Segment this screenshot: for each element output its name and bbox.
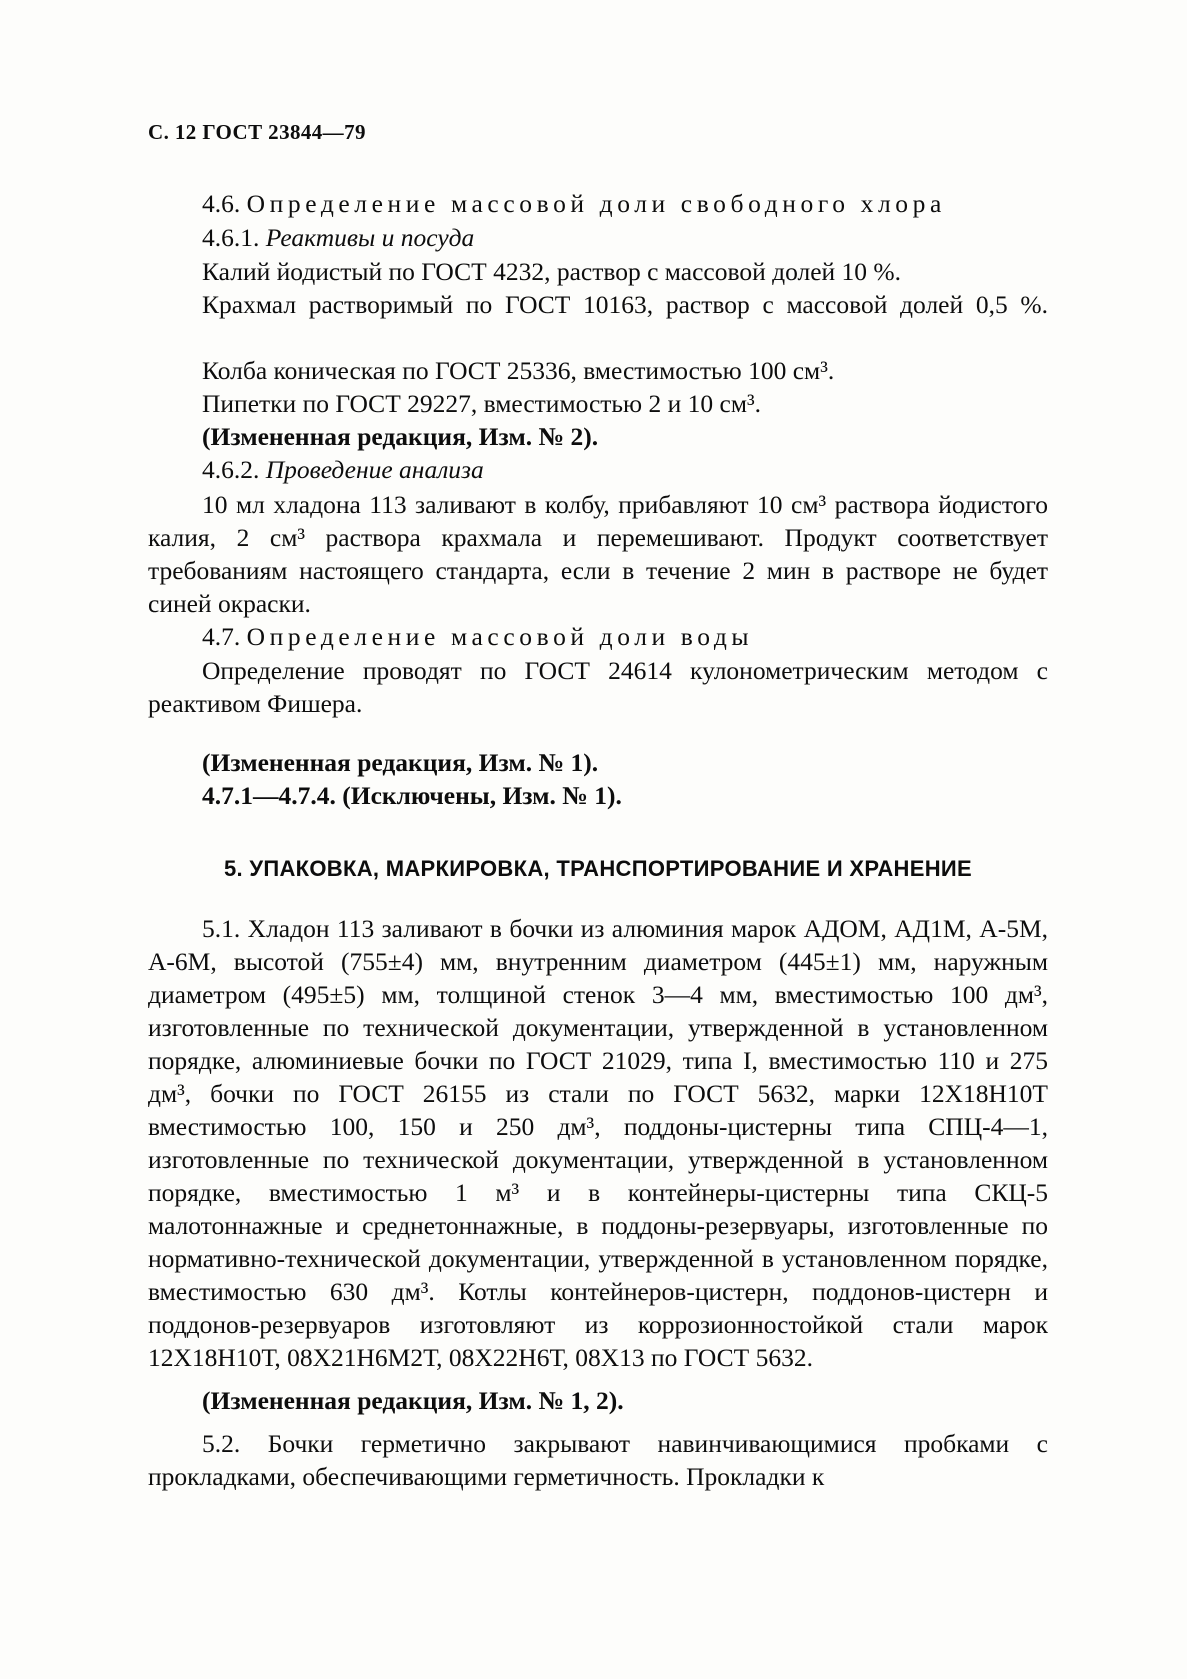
heading-4-6-2-number: 4.6.2.	[202, 455, 260, 485]
spacer	[148, 720, 1048, 746]
spacer-2	[148, 1374, 1048, 1384]
page-content	[148, 120, 1048, 1493]
heading-4-6-text: Определение массовой доли свободного хлора	[246, 189, 946, 218]
page-header: С. 12 ГОСТ 23844—79	[148, 120, 366, 144]
heading-4-7-number: 4.7.	[202, 621, 241, 651]
paragraph-pipetki: Пипетки по ГОСТ 29227, вместимостью 2 и 10 см³.	[202, 389, 761, 419]
paragraph-revision-2: (Измененная редакция, Изм. № 2).	[202, 422, 599, 452]
paragraph-revision-1: (Измененная редакция, Изм. № 1).	[202, 747, 599, 777]
paragraph-5-1: 5.1. Хладон 113 заливают в бочки из алюминия марок АДОМ, АД1М, А-5М, А-6М, высотой (755±4) мм, внутренним диаметром (445±1) мм, наружным диаметром (495±5) мм, толщиной стенок 3—4 мм, вместимостью 100 дм³, изготовленные по технической документации, утвержденной в установленном порядке, алюминиевые бочки по ГОСТ 21029, типа I, вместимостью 110 и 275 дм³, бочки по ГОСТ 26155 из стали по ГОСТ 5632, марки 12Х18Н10Т вместимостью 100, 150 и 250 дм³, поддоны-цистерны типа СПЦ-4—1, изготовленные по технической документации, утвержденной в установленном порядке, вместимостью 1 м³ и в контейнеры-цистерны типа СКЦ-5 малотоннажные и среднетоннажные, в поддоны-резервуары, изготовленные по нормативно-технической документации, утвержденной в установленном порядке, вместимостью 630 дм³. Котлы контейнеров-цистерн, поддонов-цистерн и поддонов-резервуаров изготовляют из коррозионностойкой стали марок 12Х18Н10Т, 08Х21Н6М2Т, 08Х22Н6Т, 08Х13 по ГОСТ 5632.	[148, 913, 1048, 1372]
section-5-title: 5. УПАКОВКА, МАРКИРОВКА, ТРАНСПОРТИРОВАНИЕ И ХРАНЕНИЕ	[224, 855, 972, 881]
heading-4-7-text: Определение массовой доли воды	[246, 621, 754, 651]
heading-4-7	[148, 620, 1048, 653]
heading-4-6-2	[148, 453, 1048, 486]
paragraph-kalium: Калий йодистый по ГОСТ 4232, раствор с массовой долей 10 %.	[202, 257, 902, 287]
heading-4-6-1-text: Реактивы и посуда	[265, 223, 475, 253]
paragraph-water-determination: Определение проводят по ГОСТ 24614 кулонометрическим методом с реактивом Фишера.	[148, 655, 1048, 718]
paragraph-krahmal: Крахмал растворимый по ГОСТ 10163, раствор с массовой долей 0,5 %.	[202, 290, 1048, 320]
heading-4-6-1	[148, 221, 1048, 254]
heading-4-6	[148, 187, 1048, 220]
paragraph-excluded-text: 4.7.1—4.7.4. (Исключены, Изм. № 1).	[202, 780, 622, 810]
heading-4-6-1-number: 4.6.1.	[202, 223, 260, 253]
spacer-3	[148, 1417, 1048, 1427]
paragraph-5-1-revision: (Измененная редакция, Изм. № 1, 2).	[202, 1386, 624, 1415]
paragraph-5-2: 5.2. Бочки герметично закрывают навинчивающимися пробками с прокладками, обеспечивающими герметичность. Прокладки к	[148, 1429, 1048, 1492]
paragraph-analysis: 10 мл хладона 113 заливают в колбу, прибавляют 10 см³ раствора йодистого калия, 2 см³ раствора крахмала и перемешивают. Продукт соответствует требованиям настоящего стандарта, если в течение 2 мин в растворе не будет синей окраски.	[148, 489, 1048, 618]
paragraph-excluded	[148, 779, 1048, 812]
heading-4-6-2-text: Проведение анализа	[265, 455, 484, 485]
heading-4-6-number: 4.6.	[202, 189, 241, 218]
paragraph-kolba: Колба коническая по ГОСТ 25336, вместимостью 100 см³.	[202, 356, 835, 386]
